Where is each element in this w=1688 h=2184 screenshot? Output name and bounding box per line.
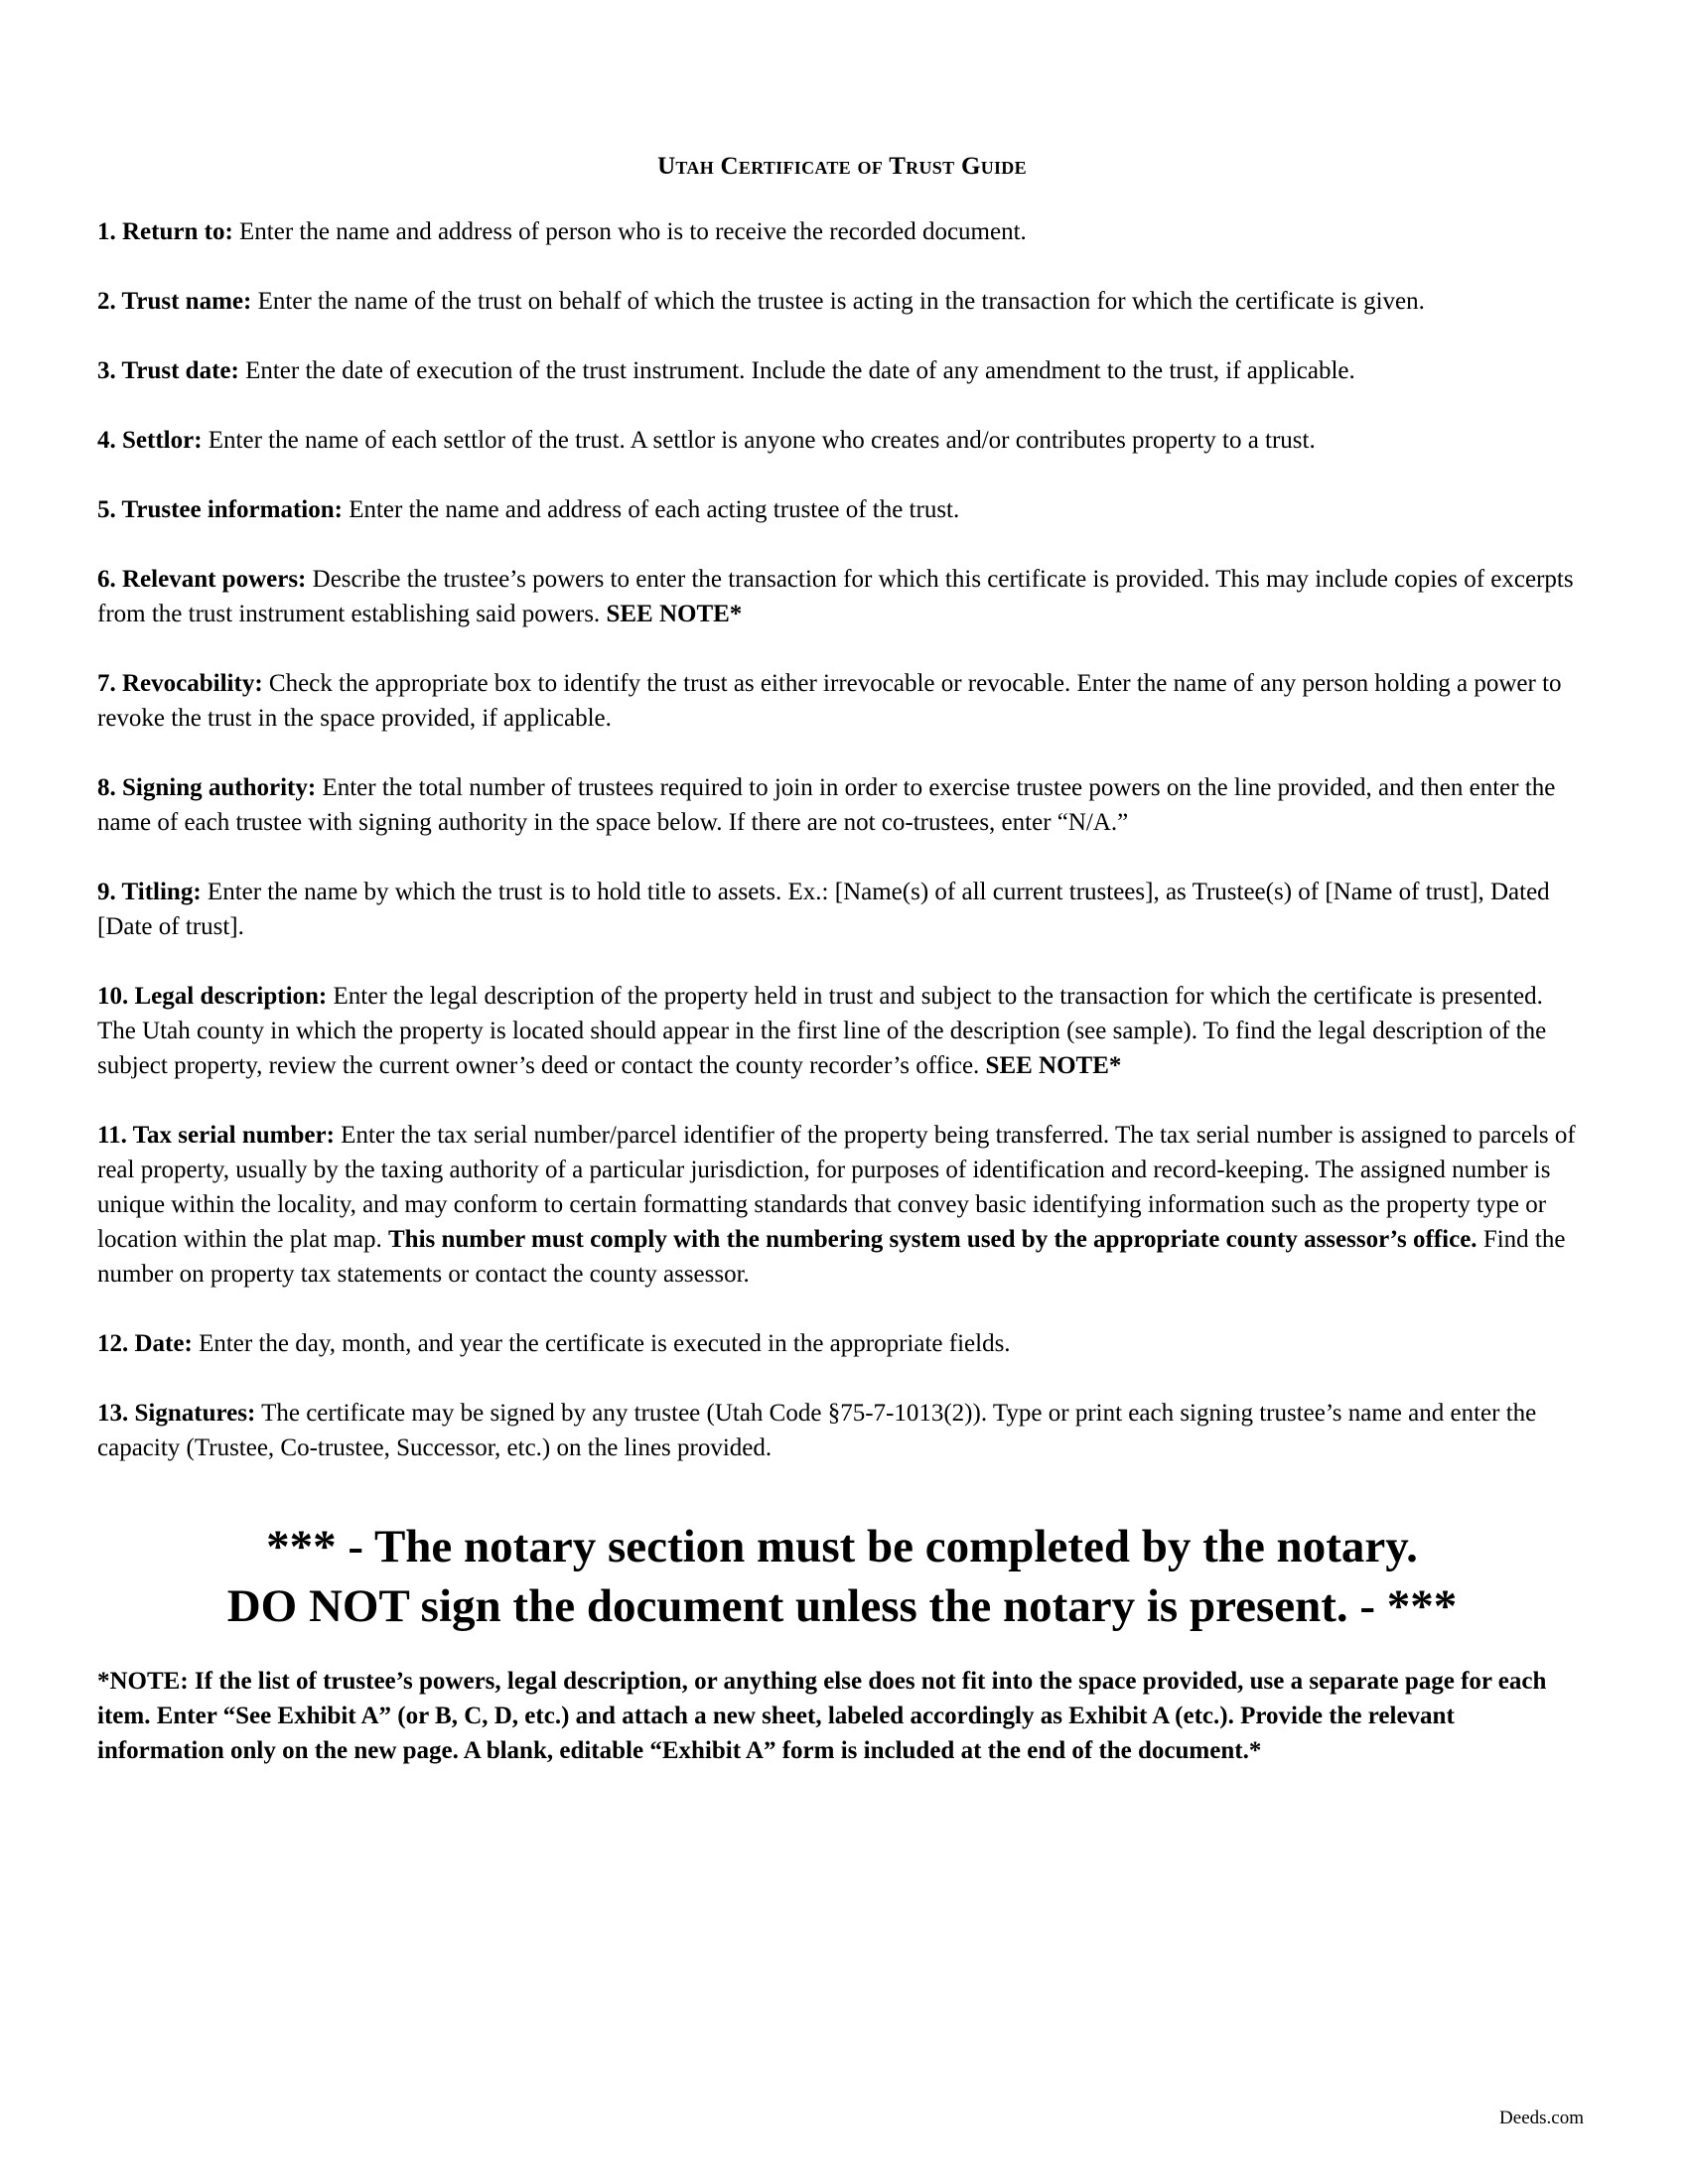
- item-label: 10. Legal description:: [97, 983, 328, 1010]
- item-text: The certificate may be signed by any trustee (Utah Code §75-7-1013(2)). Type or print each signing trustee’s name and enter the capacity (Trustee, Co-trustee, Successor, etc.) on the lines provided.: [97, 1400, 1537, 1461]
- see-note-text: SEE NOTE*: [600, 601, 743, 627]
- item-text-after: Find the number on property tax statements or contact the county assessor.: [97, 1226, 1566, 1288]
- guide-item-date: [97, 1326, 1587, 1361]
- item-label: 11. Tax serial number:: [97, 1122, 335, 1149]
- see-note-text: SEE NOTE*: [979, 1052, 1122, 1079]
- item-label: 4. Settlor:: [97, 427, 203, 454]
- item-label: 12. Date:: [97, 1330, 193, 1357]
- item-text: Enter the name by which the trust is to hold title to assets. Ex.: [Name(s) of all current trustees], as Trustee(s) of [Name of trust], Dated [Date of trust].: [97, 879, 1550, 940]
- item-label: 6. Relevant powers:: [97, 566, 307, 593]
- exhibit-note: *NOTE: If the list of trustee’s powers, legal description, or anything else does not fit into the space provided, use a separate page for each item. Enter “See Exhibit A” (or B, C, D, etc.) and attach a new sheet, labeled accordingly as Exhibit A (etc.). Provide the relevant information only on the new page. A blank, editable “Exhibit A” form is included at the end of the document.*: [97, 1668, 1547, 1764]
- guide-item-relevant-powers: [97, 562, 1587, 631]
- item-label: 1. Return to:: [97, 218, 233, 245]
- item-text: Enter the legal description of the property held in trust and subject to the transaction for which the certificate is presented. The Utah county in which the property is located should appear in the first line of the description (see sample). To find the legal description of the subject property, review the current owner’s deed or contact the county recorder’s office.: [97, 983, 1547, 1079]
- guide-item-tax-serial-number: [97, 1118, 1587, 1292]
- document-title: Utah Certificate of Trust Guide: [657, 153, 1027, 180]
- item-text: Enter the tax serial number/parcel identifier of the property being transferred. The tax serial number is assigned to parcels of real property, usually by the taxing authority of a particular jurisdiction, for purposes of identification and record-keeping. The assigned number is unique within the locality, and may conform to certain formatting standards that convey basic identifying information such as the property type or location within the plat map.: [97, 1122, 1576, 1253]
- guide-item-trustee-information: [97, 492, 1587, 527]
- notary-warning-line-1: *** - The notary section must be completed by the notary.: [266, 1521, 1418, 1572]
- notary-warning-line-2: DO NOT sign the document unless the notary is present. - ***: [226, 1580, 1458, 1632]
- item-text: Enter the date of execution of the trust instrument. Include the date of any amendment to the trust, if applicable.: [238, 357, 1355, 384]
- item-text: Enter the name of each settlor of the trust. A settlor is anyone who creates and/or contributes property to a trust.: [202, 427, 1316, 454]
- guide-item-signatures: [97, 1396, 1587, 1465]
- item-text: Enter the name and address of each acting trustee of the trust.: [342, 496, 960, 523]
- item-text: Check the appropriate box to identify the trust as either irrevocable or revocable. Enter the name of any person holding a power to revoke the trust in the space provided, if applicable.: [97, 670, 1562, 732]
- guide-item-settlor: [97, 423, 1587, 458]
- guide-item-titling: [97, 875, 1587, 944]
- notary-warning: [97, 1517, 1587, 1636]
- footer-brand: Deeds.com: [1499, 2108, 1584, 2128]
- item-label: 8. Signing authority:: [97, 774, 317, 801]
- guide-item-trust-date: [97, 353, 1587, 388]
- guide-item-revocability: [97, 666, 1587, 736]
- compliance-text: This number must comply with the numbering system used by the appropriate county assessor’s office.: [388, 1226, 1477, 1253]
- item-text: Enter the day, month, and year the certificate is executed in the appropriate fields.: [192, 1330, 1011, 1357]
- item-label: 9. Titling:: [97, 879, 202, 905]
- item-label: 2. Trust name:: [97, 288, 252, 315]
- guide-item-signing-authority: [97, 770, 1587, 840]
- guide-item-legal-description: [97, 979, 1587, 1083]
- item-label: 7. Revocability:: [97, 670, 263, 697]
- item-text: Enter the name and address of person who is to receive the recorded document.: [232, 218, 1027, 245]
- item-label: 3. Trust date:: [97, 357, 239, 384]
- item-text: Enter the name of the trust on behalf of which the trustee is acting in the transaction for which the certificate is given.: [251, 288, 1425, 315]
- guide-item-return-to: [97, 214, 1587, 249]
- item-label: 5. Trustee information:: [97, 496, 343, 523]
- item-label: 13. Signatures:: [97, 1400, 256, 1427]
- document-page: [97, 149, 1587, 1768]
- guide-item-trust-name: [97, 284, 1587, 319]
- item-text: Enter the total number of trustees required to join in order to exercise trustee powers on the line provided, and then enter the name of each trustee with signing authority in the space below. If there are not co-trustees, enter “N/A.”: [97, 774, 1556, 836]
- item-text: Describe the trustee’s powers to enter the transaction for which this certificate is provided. This may include copies of excerpts from the trust instrument establishing said powers.: [97, 566, 1574, 627]
